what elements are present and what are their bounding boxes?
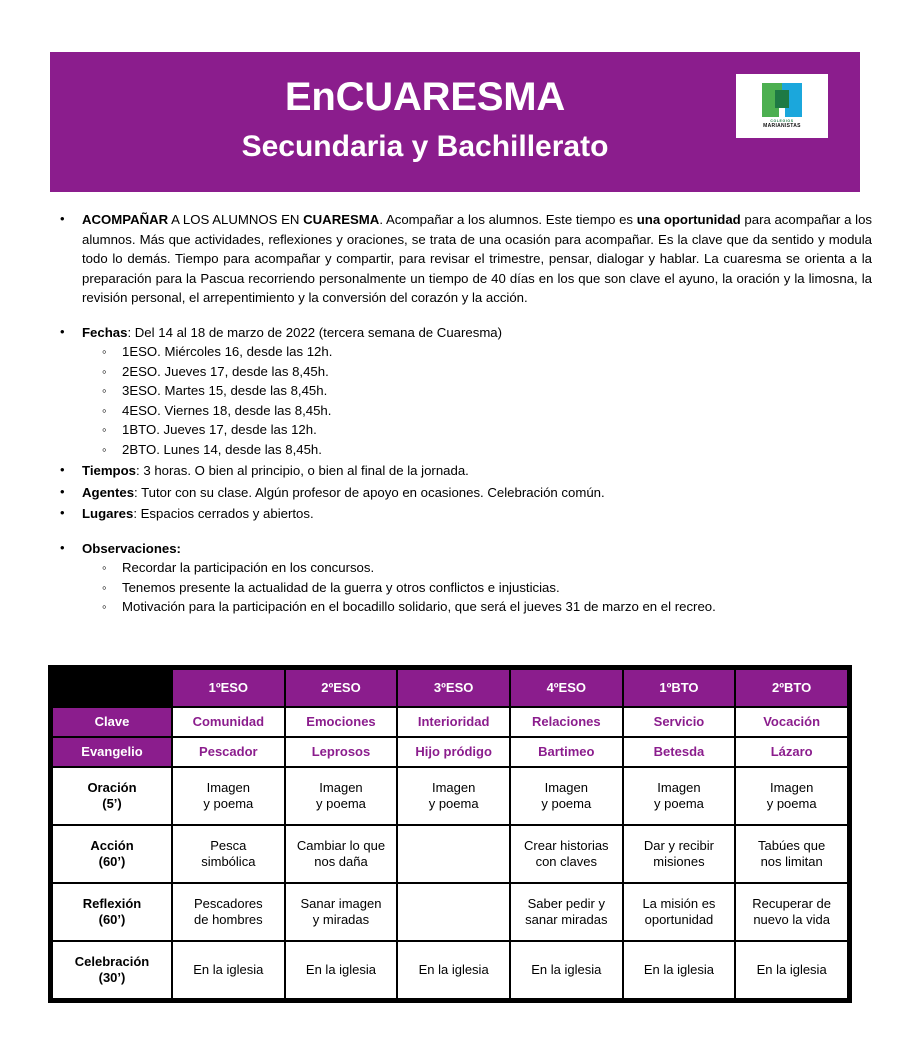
table-cell: Saber pedir y sanar miradas bbox=[511, 884, 622, 940]
list-item: ◦ 1BTO. Jueves 17, desde las 12h. bbox=[82, 420, 872, 440]
table-cell: En la iglesia bbox=[173, 942, 284, 998]
table-cell: Leprosos bbox=[286, 738, 397, 766]
list-item: ◦ 2ESO. Jueves 17, desde las 8,45h. bbox=[82, 362, 872, 382]
acompanar-bold-2: CUARESMA bbox=[303, 212, 380, 227]
table-cell: En la iglesia bbox=[511, 942, 622, 998]
acompanar-mid-1: A LOS ALUMNOS EN bbox=[168, 212, 304, 227]
row-duration: (5’) bbox=[102, 796, 122, 811]
table-row-clave bbox=[53, 708, 847, 736]
table-row-celebracion bbox=[53, 942, 847, 998]
table-cell: Servicio bbox=[624, 708, 735, 736]
table-cell: La misión es oportunidad bbox=[624, 884, 735, 940]
bullet-tiempos bbox=[42, 461, 872, 481]
table-cell: Cambiar lo que nos daña bbox=[286, 826, 397, 882]
logo-text-colegios: COLEGIOS bbox=[770, 119, 794, 123]
table-cell: Pescador bbox=[173, 738, 284, 766]
row-label: Oración bbox=[87, 780, 137, 795]
table-cell: Emociones bbox=[286, 708, 397, 736]
table-cell: Pesca simbólica bbox=[173, 826, 284, 882]
bullet-fechas bbox=[42, 323, 872, 460]
table-body bbox=[53, 670, 847, 998]
fechas-label: Fechas: Del 14 al 18 de marzo de 2022 (tercera semana de Cuaresma) bbox=[82, 324, 503, 340]
row-label: Celebración bbox=[74, 954, 150, 969]
bullet-observaciones bbox=[42, 539, 872, 617]
plan-table bbox=[51, 668, 849, 1000]
acompanar-rest: para acompañar a los alumnos. Más que actividades, reflexiones y oraciones, se trata de una ocasión para acompañar. Es la clave que da sentido y modula todo lo demás. Tiempo para acompañar y compartir, para revisar el trimestre, pensar, dialogar y hablar. La cuaresma se orienta a la preparación para la Pascua recorriendo personalmente un tiempo de 40 días en los que son clave el ayuno, la oración y la limosna, la revisión personal, el arrepentimiento y la conversión del corazón y la acción. bbox=[82, 212, 872, 305]
table-cell: Imagen y poema bbox=[736, 768, 847, 824]
table-row-oracion bbox=[53, 768, 847, 824]
bullet-acompanar bbox=[42, 210, 872, 308]
cuaresma-plan-table bbox=[48, 665, 852, 1003]
table-cell: Relaciones bbox=[511, 708, 622, 736]
table-cell: Imagen y poema bbox=[173, 768, 284, 824]
column-header-2bto: 2ºBTO bbox=[736, 670, 847, 706]
acompanar-paragraph bbox=[82, 210, 872, 308]
lugares-value: : Espacios cerrados y abiertos. bbox=[133, 506, 314, 521]
table-cell bbox=[398, 884, 509, 940]
tiempos-value: : 3 horas. O bien al principio, o bien al final de la jornada. bbox=[136, 463, 469, 478]
agentes-value: : Tutor con su clase. Algún profesor de apoyo en ocasiones. Celebración común. bbox=[134, 484, 605, 500]
main-bullet-list bbox=[42, 210, 872, 617]
row-duration: (30’) bbox=[98, 970, 126, 985]
agentes-label: Agentes bbox=[82, 484, 135, 500]
table-row-reflexion bbox=[53, 884, 847, 940]
table-cell: En la iglesia bbox=[398, 942, 509, 998]
table-cell: Sanar imagen y miradas bbox=[286, 884, 397, 940]
tiempos-label: Tiempos bbox=[82, 463, 136, 478]
page-title: EnCUARESMA bbox=[284, 75, 566, 119]
column-header-3eso: 3ºESO bbox=[398, 670, 509, 706]
row-header-reflexion bbox=[53, 884, 171, 940]
table-cell: En la iglesia bbox=[286, 942, 397, 998]
table-cell: Imagen y poema bbox=[624, 768, 735, 824]
table-cell: Tabúes que nos limitan bbox=[736, 826, 847, 882]
table-cell bbox=[398, 826, 509, 882]
acompanar-bold-1: ACOMPAÑAR bbox=[82, 212, 169, 227]
acompanar-bold-3: una oportunidad bbox=[636, 212, 741, 227]
list-item: ◦ 3ESO. Martes 15, desde las 8,45h. bbox=[82, 381, 872, 401]
row-header-celebracion bbox=[53, 942, 171, 998]
table-row-accion bbox=[53, 826, 847, 882]
table-cell: Pescadores de hombres bbox=[173, 884, 284, 940]
header-banner bbox=[50, 52, 860, 192]
row-label: Acción bbox=[90, 838, 134, 853]
table-cell: Dar y recibir misiones bbox=[624, 826, 735, 882]
acompanar-mid-2: . Acompañar a los alumnos. Este tiempo es bbox=[379, 212, 637, 227]
table-cell: En la iglesia bbox=[624, 942, 735, 998]
logo-dark-notch bbox=[775, 90, 789, 108]
fechas-sublist bbox=[82, 342, 872, 459]
row-duration: (60’) bbox=[98, 854, 126, 869]
bullet-lugares bbox=[42, 504, 872, 524]
row-header-accion bbox=[53, 826, 171, 882]
list-item: ◦ 4ESO. Viernes 18, desde las 8,45h. bbox=[82, 401, 872, 421]
fechas-value: : Del 14 al 18 de marzo de 2022 (tercera semana de Cuaresma) bbox=[127, 324, 503, 340]
table-cell: Imagen y poema bbox=[511, 768, 622, 824]
table-cell: Imagen y poema bbox=[398, 768, 509, 824]
bullet-agentes bbox=[42, 483, 872, 503]
column-header-1eso: 1ºESO bbox=[173, 670, 284, 706]
table-row-evangelio bbox=[53, 738, 847, 766]
list-item: ◦ Motivación para la participación en el bocadillo solidario, que será el jueves 31 de marzo en el recreo. bbox=[82, 597, 872, 617]
list-item: ◦ Tenemos presente la actualidad de la guerra y otros conflictos e injusticias. bbox=[82, 578, 872, 598]
list-item: ◦ 1ESO. Miércoles 16, desde las 12h. bbox=[82, 342, 872, 362]
column-header-2eso: 2ºESO bbox=[286, 670, 397, 706]
list-item: ◦ Recordar la participación en los concursos. bbox=[82, 558, 872, 578]
table-cell: Hijo pródigo bbox=[398, 738, 509, 766]
table-cell: Interioridad bbox=[398, 708, 509, 736]
column-header-1bto: 1ºBTO bbox=[624, 670, 735, 706]
observaciones-label: Observaciones: bbox=[82, 540, 181, 556]
row-label: Reflexión bbox=[82, 896, 142, 911]
lugares-label: Lugares bbox=[82, 506, 134, 521]
table-header-row bbox=[53, 670, 847, 706]
table-cell: Comunidad bbox=[173, 708, 284, 736]
row-header-evangelio: Evangelio bbox=[53, 738, 171, 766]
banner-inner bbox=[50, 52, 860, 192]
document-body bbox=[42, 210, 872, 619]
list-item: ◦ 2BTO. Lunes 14, desde las 8,45h. bbox=[82, 440, 872, 460]
table-cell: Crear historias con claves bbox=[511, 826, 622, 882]
table-cell: Bartimeo bbox=[511, 738, 622, 766]
table-cell: Recuperar de nuevo la vida bbox=[736, 884, 847, 940]
page-subtitle: Secundaria y Bachillerato bbox=[241, 130, 609, 163]
row-header-oracion bbox=[53, 768, 171, 824]
table-cell: Vocación bbox=[736, 708, 847, 736]
observaciones-sublist bbox=[82, 558, 872, 617]
column-header-4eso: 4ºESO bbox=[511, 670, 622, 706]
table-cell: Imagen y poema bbox=[286, 768, 397, 824]
logo-text-marianistas: MARIANISTAS bbox=[763, 123, 801, 129]
row-header-clave: Clave bbox=[53, 708, 171, 736]
colegios-marianistas-logo bbox=[736, 74, 828, 138]
table-cell: Lázaro bbox=[736, 738, 847, 766]
table-corner-cell bbox=[53, 670, 171, 706]
logo-white-foot bbox=[779, 108, 785, 117]
table-cell: Betesda bbox=[624, 738, 735, 766]
table-cell: En la iglesia bbox=[736, 942, 847, 998]
marianistas-m-icon bbox=[762, 83, 802, 117]
row-duration: (60’) bbox=[98, 912, 126, 927]
